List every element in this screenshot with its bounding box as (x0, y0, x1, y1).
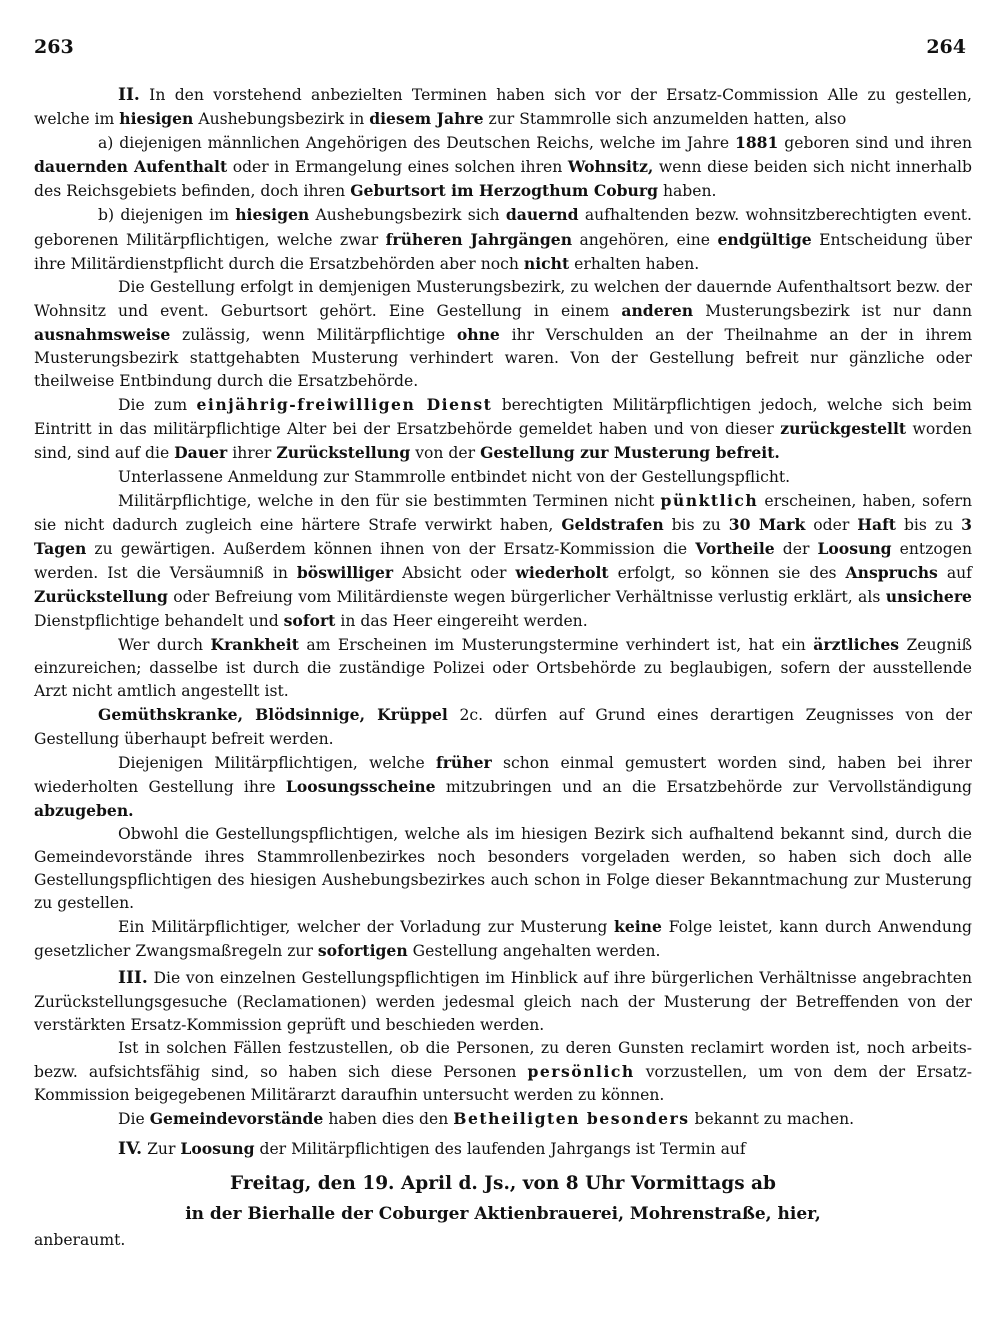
emphasis: pünktlich (660, 490, 759, 510)
text: schon einmal gemustert worden sind, haben bei ihrer wiederholten Gestellung ihre (34, 753, 972, 796)
paragraph-einjaehrig (34, 393, 972, 465)
emphasis: sofort (283, 611, 336, 631)
emphasis: einjährig-freiwilligen Dienst (196, 395, 493, 415)
text: Militärpflichtige, welche in den für sie bestimmten Terminen nicht (118, 491, 655, 510)
text: Wer durch (118, 636, 204, 655)
emphasis: Krankheit (210, 635, 299, 655)
text: oder in Ermangelung eines solchen ihren (232, 158, 563, 177)
section-3-intro (34, 967, 972, 1036)
emphasis: dauernd (505, 205, 579, 225)
clause-b (34, 203, 972, 275)
section-2-intro (34, 84, 972, 131)
emphasis: persönlich (527, 1061, 635, 1081)
text: worden sind, sind auf die (34, 420, 972, 463)
text: Die Gestellung erfolgt in demjenigen Musterungsbezirk, zu welchen der dauernde Aufenthaltsort bezw. der Wohnsitz und event. Geburtsort gehört. Eine Gestellung in einem (34, 277, 972, 320)
text: oder Befreiung vom Militärdienste wegen bürgerlicher Verhältnisse verlustig erklärt, als (173, 587, 881, 606)
paragraph-vorladung: Obwohl die Gestellungspflichtigen, welche als im hiesigen Bezirk sich aufhaltend bekannt sind, durch die Gemeindevorstände ihres Stammrollenbezirkes noch besonders vorgeladen werden, so haben sich doch alle Gestellungspflichtigen des hiesigen Aushebungsbezirkes auch schon in Folge dieser Bekanntmachung zur Musterung zu gestellen. (34, 824, 972, 913)
emphasis: hiesigen (119, 109, 194, 129)
text: Zur (147, 1140, 176, 1159)
emphasis: Wohnsitz, (567, 157, 654, 177)
text: berechtigten Militärpflichtigen jedoch, welche sich beim Eintritt in das militärpflichtige Alter bei der Ersatzbehörde gemeldet haben und von dieser (34, 396, 972, 439)
emphasis: Loosung (180, 1139, 255, 1159)
section-4-intro (34, 1137, 972, 1161)
emphasis: hiesigen (235, 205, 310, 225)
document-body (34, 84, 972, 1252)
text: Gestellung angehalten werden. (412, 942, 661, 961)
emphasis: anderen (621, 300, 694, 320)
emphasis: nicht (523, 253, 570, 273)
text: aufhaltenden bezw. wohnsitzberechtigten event. geborenen Militärpflichtigen, welche zwar (34, 206, 973, 249)
text: a) diejenigen männlichen Angehörigen des Deutschen Reichs, welche im Jahre (98, 134, 730, 153)
text: Ist in solchen Fällen festzustellen, ob die Personen, zu deren Gunsten reclamirt worden ist, noch arbeits- bezw. aufsichtsfähig sind, so haben sich diese Personen (34, 1038, 972, 1081)
text: zu gewärtigen. Außerdem können ihnen von der Ersatz-Kommission die (94, 539, 688, 558)
paragraph-befreiung (34, 703, 972, 750)
text: Die von einzelnen Gestellungspflichtigen im Hinblick auf ihre bürgerlichen Verhältnisse angebrachten Zurückstellungsgesuche (Reclamationen) werden jedesmal gleich nach der Musterung der Betreffenden von der verstärkten Ersatz-Kommission geprüft und beschieden werden. (34, 969, 972, 1034)
closing-word: anberaumt. (34, 1231, 126, 1250)
emphasis: Vortheile (695, 538, 775, 558)
emphasis: zurückgestellt (780, 419, 907, 439)
emphasis: ausnahmsweise (34, 324, 171, 344)
paragraph-loosungsscheine (34, 751, 972, 823)
text: 2c. dürfen auf Grund eines derartigen Zeugnisses von der Gestellung überhaupt befreit werden. (34, 706, 972, 748)
section-numeral: III. (118, 968, 148, 989)
text: Dienstpflichtige behandelt und (34, 612, 279, 631)
paragraph-anmeldung: Unterlassene Anmeldung zur Stammrolle entbindet nicht von der Gestellungspflicht. (118, 467, 791, 486)
text: angehören, eine (579, 230, 711, 249)
text: geboren sind und ihren (784, 134, 972, 153)
text: der (782, 539, 810, 558)
text: b) diejenigen im (98, 206, 229, 225)
text: am Erscheinen im Musterungstermine verhindert ist, hat ein (306, 636, 806, 655)
loosung-termin (34, 1169, 972, 1229)
emphasis: Dauer (174, 443, 228, 463)
page-number-right: 264 (926, 36, 966, 58)
text: Zeugniß einzureichen; dasselbe ist durch die zuständige Polizei oder Ortsbehörde zu beglaubigen, sofern der ausstellende Arzt nicht amtlich angestellt ist. (34, 636, 972, 701)
emphasis: Geburtsort im Herzogthum Coburg (350, 181, 658, 201)
text: erscheinen, haben, sofern sie nicht dadurch zugleich eine härtere Strafe verwirkt haben, (34, 491, 972, 534)
text: der Militärpflichtigen des laufenden Jahrgangs ist Termin auf (259, 1140, 746, 1159)
text: vorzustellen, um von dem der Ersatz-Kommission beigegebenen Militärarzt daraufhin untersucht werden zu können. (34, 1062, 972, 1104)
text: auf (946, 563, 972, 582)
emphasis: Betheiligten besonders (453, 1109, 690, 1129)
emphasis: ohne (456, 324, 500, 344)
emphasis: Gemüthskranke, Blödsinnige, Krüppel (98, 705, 448, 725)
text: Ein Militärpflichtiger, welcher der Vorladung zur Musterung (118, 918, 608, 937)
emphasis: unsichere (885, 586, 972, 606)
paragraph-zwangsmassregeln (34, 915, 972, 963)
clause-a (34, 131, 972, 203)
emphasis: Gemeindevorstände (149, 1109, 324, 1129)
emphasis: keine (614, 917, 662, 937)
text: Musterungsbezirk ist nur dann (705, 301, 972, 320)
emphasis: endgültige (717, 229, 812, 249)
paragraph-gestellung (34, 276, 972, 393)
termin-date-line: Freitag, den 19. April d. Js., von 8 Uhr Vormittags ab (230, 1173, 776, 1195)
emphasis: Haft (857, 514, 896, 534)
text: Absicht oder (402, 563, 507, 582)
text: bekannt zu machen. (694, 1110, 855, 1129)
emphasis: böswilliger (296, 562, 394, 582)
text: Die zum (118, 396, 188, 415)
text: zulässig, wenn Militärpflichtige (181, 325, 446, 344)
paragraph-arbeitsfaehig (34, 1037, 972, 1107)
emphasis: Zurückstellung (276, 443, 411, 463)
text: bis zu (671, 515, 721, 534)
text: entzogen werden. Ist die Versäumniß in (34, 539, 972, 582)
emphasis: 1881 (734, 133, 779, 153)
section-numeral: IV. (118, 1139, 143, 1160)
page-number-left: 263 (34, 36, 74, 58)
text: In den vorstehend anbezielten Terminen haben sich vor der Ersatz-Commission Alle zu gestellen, welche im (34, 86, 972, 129)
emphasis: Geldstrafen (561, 514, 664, 534)
text: in das Heer eingereiht werden. (340, 612, 588, 631)
text: zur Stammrolle sich anzumelden hatten, also (488, 110, 847, 129)
text: erhalten haben. (574, 254, 700, 273)
text: bis zu (903, 515, 954, 534)
text: haben. (662, 182, 717, 201)
termin-place-line: in der Bierhalle der Coburger Aktienbrauerei, Mohrenstraße, hier, (185, 1204, 821, 1225)
emphasis: früher (435, 752, 492, 772)
emphasis: Gestellung zur Musterung befreit. (480, 443, 780, 463)
emphasis: früheren Jahrgängen (385, 229, 573, 249)
emphasis: 30 Mark (728, 514, 806, 534)
text: erfolgt, so können sie des (617, 563, 837, 582)
emphasis: Zurückstellung (34, 586, 168, 606)
emphasis: dauernden Aufenthalt (34, 157, 228, 177)
text: Aushebungsbezirk in (198, 110, 365, 129)
emphasis: diesem Jahre (369, 109, 484, 129)
text: Aushebungsbezirk sich (315, 206, 500, 225)
emphasis: sofortigen (317, 941, 408, 961)
text: Folge leistet, kann durch Anwendung gesetzlicher Zwangsmaßregeln zur (34, 918, 972, 961)
emphasis: wiederholt (515, 562, 609, 582)
text: ihr Verschulden an der Theilnahme an der in ihrem Musterungsbezirk stattgehabten Musterung verhindert waren. Von der Gestellung befreit nur gänzliche oder theilweise Entbindung durch die Ersatzbehörde. (34, 325, 972, 391)
text: wenn diese beiden sich nicht innerhalb des Reichsgebiets befinden, doch ihren (34, 158, 972, 201)
text: Entscheidung über ihre Militärdienstpflicht durch die Ersatzbehörden aber noch (34, 230, 972, 273)
emphasis: Loosungsscheine (285, 776, 436, 796)
text: oder (813, 515, 850, 534)
text: Diejenigen Militärpflichtigen, welche (118, 753, 425, 772)
section-numeral: II. (118, 85, 140, 105)
text: ihrer (232, 444, 272, 463)
paragraph-krankheit (34, 633, 972, 703)
text: Die (118, 1110, 145, 1129)
paragraph-strafen (34, 489, 972, 634)
emphasis: abzugeben. (34, 800, 134, 820)
emphasis: ärztliches (813, 635, 900, 655)
emphasis: Anspruchs (845, 562, 938, 582)
text: haben dies den (328, 1110, 449, 1129)
page-header (28, 36, 972, 60)
emphasis: Loosung (817, 538, 892, 558)
emphasis: 3 Tagen (34, 514, 972, 558)
text: von der (415, 444, 476, 463)
text: mitzubringen und an die Ersatzbehörde zur Vervollständigung (445, 777, 972, 796)
paragraph-gemeindevorstaende (34, 1107, 972, 1131)
